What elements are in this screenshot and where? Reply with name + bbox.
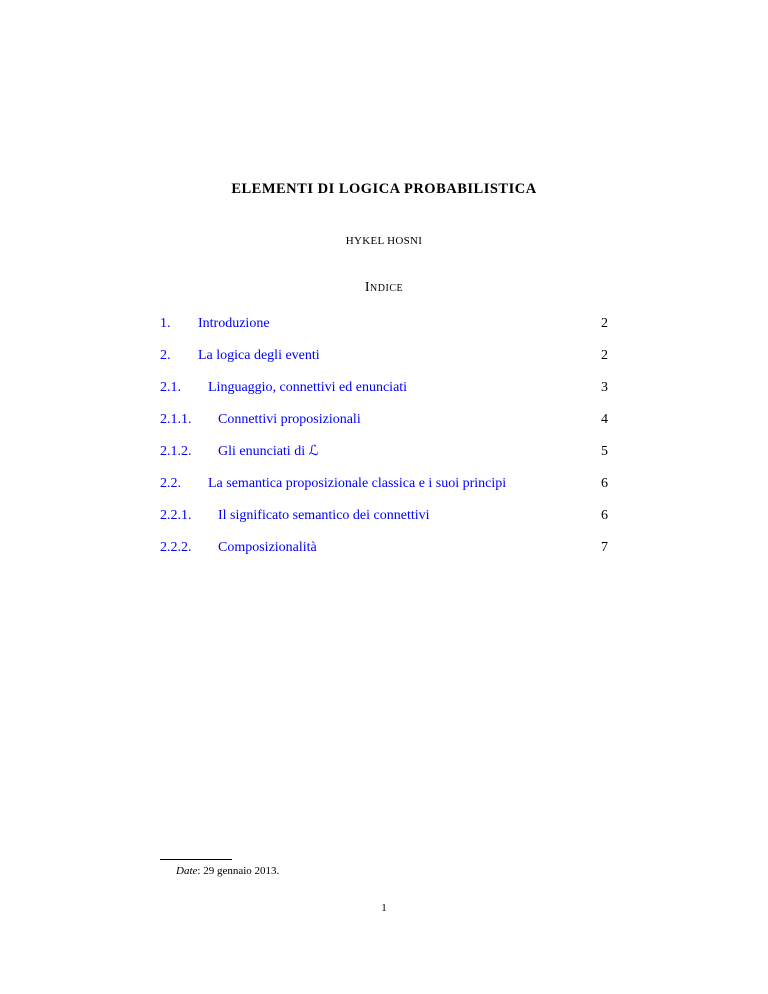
toc-entry-number[interactable]: 1.: [160, 316, 171, 331]
toc-entry-page: 3: [601, 380, 608, 395]
page-number: 1: [381, 902, 387, 914]
toc-entry-linguaggio[interactable]: [160, 378, 608, 410]
toc-entry-link[interactable]: Introduzione: [198, 316, 270, 331]
document-title: ELEMENTI DI LOGICA PROBABILISTICA: [231, 181, 537, 197]
toc-entry-link[interactable]: Il significato semantico dei connettivi: [218, 508, 430, 523]
toc-entry-link[interactable]: La semantica proposizionale classica e i suoi principi: [208, 476, 507, 491]
toc-entry-number[interactable]: 2.2.2.: [160, 540, 192, 555]
toc-entry-link[interactable]: Connettivi proposizionali: [218, 412, 361, 427]
toc-entry-number[interactable]: 2.1.: [160, 380, 181, 395]
toc-entry-page: 6: [601, 508, 608, 523]
toc-entry-introduzione[interactable]: [160, 314, 608, 346]
toc-entry-logica-eventi[interactable]: [160, 346, 608, 378]
toc-entry-link[interactable]: Composizionalità: [218, 540, 317, 555]
toc-entry-page: 4: [601, 412, 608, 427]
toc-entry-number[interactable]: 2.1.2.: [160, 444, 192, 459]
toc-heading: Indice: [364, 280, 404, 295]
footnote: [176, 865, 279, 877]
toc-entry-enunciati[interactable]: [160, 442, 608, 474]
toc-entry-page: 6: [601, 476, 608, 491]
toc-entry-link[interactable]: La logica degli eventi: [198, 348, 320, 363]
toc-entry-semantica[interactable]: [160, 474, 608, 506]
footnote-rule: [160, 859, 232, 860]
toc-entry-significato[interactable]: [160, 506, 608, 538]
toc-entry-number[interactable]: 2.: [160, 348, 171, 363]
toc-entry-number[interactable]: 2.2.1.: [160, 508, 192, 523]
toc-entry-link[interactable]: Linguaggio, connettivi ed enunciati: [208, 380, 408, 395]
table-of-contents: [160, 314, 608, 570]
toc-entry-connettivi[interactable]: [160, 410, 608, 442]
toc-entry-page: 2: [601, 316, 608, 331]
footnote-label: Date: [176, 865, 198, 877]
toc-entry-link[interactable]: Gli enunciati di ℒ: [218, 444, 319, 459]
toc-entry-number[interactable]: 2.2.: [160, 476, 181, 491]
author-name: HYKEL HOSNI: [345, 235, 423, 247]
footnote-text: : 29 gennaio 2013.: [197, 865, 280, 877]
toc-entry-page: 7: [601, 540, 608, 555]
toc-entry-page: 2: [601, 348, 608, 363]
toc-entry-page: 5: [601, 444, 608, 459]
toc-entry-composizionalita[interactable]: [160, 538, 608, 570]
toc-entry-number[interactable]: 2.1.1.: [160, 412, 192, 427]
